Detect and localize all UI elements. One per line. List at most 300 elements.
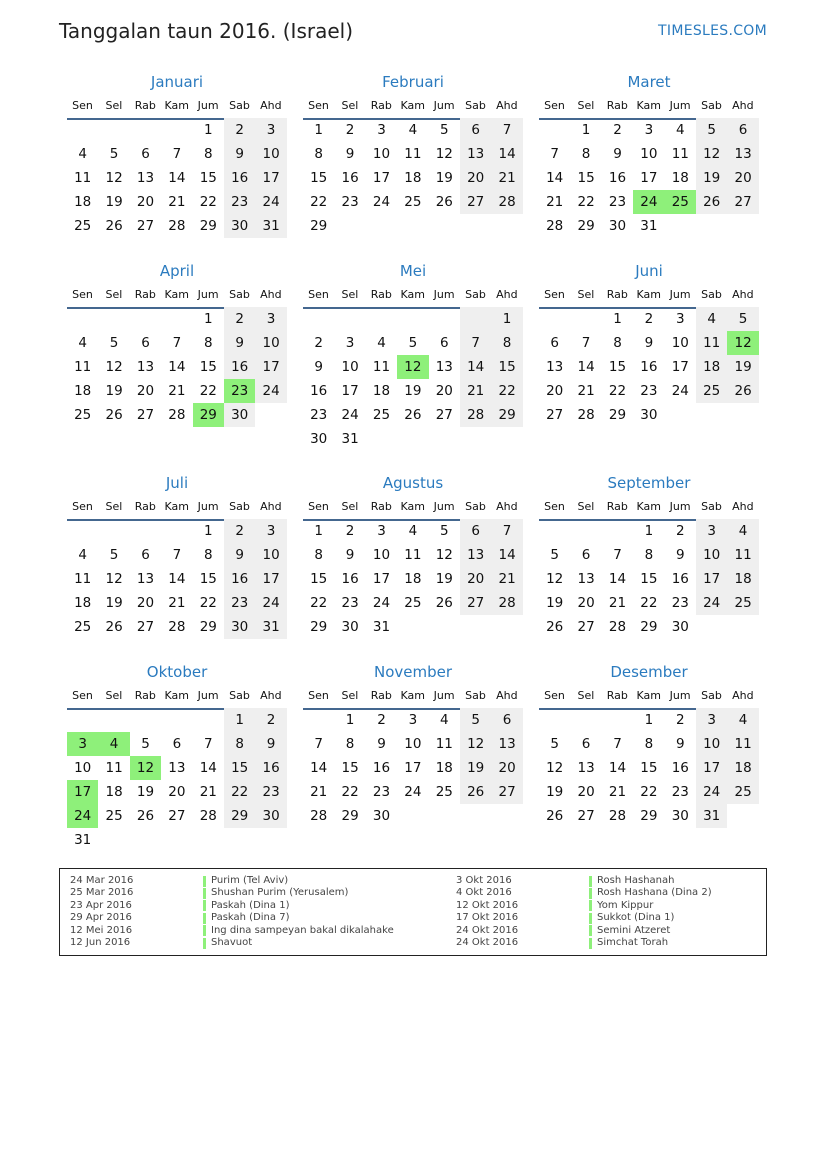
day-cell: 21 <box>577 383 595 399</box>
legend-holiday-name: Sukkot (Dina 1) <box>597 912 675 924</box>
day-cell: 22 <box>640 784 658 800</box>
day-cell: 29 <box>199 619 217 635</box>
brand-link[interactable]: TIMESLES.COM <box>658 23 767 39</box>
holiday-day: 12 <box>130 756 161 780</box>
day-cell: 26 <box>404 407 422 423</box>
day-cell: 26 <box>546 808 564 824</box>
day-cell: 25 <box>372 407 391 423</box>
weekday-label: Rab <box>606 689 628 702</box>
weekday-label: Sab <box>229 288 250 301</box>
month-name: Maret <box>627 73 671 91</box>
legend-color-bar <box>589 913 592 924</box>
day-cell: 14 <box>577 359 595 375</box>
weekday-label: Sab <box>701 99 722 112</box>
day-cell: 23 <box>310 407 328 423</box>
weekday-label: Sel <box>341 288 359 301</box>
day-cell: 25 <box>74 218 92 234</box>
weekday-label: Jum <box>433 288 455 301</box>
day-cell: 13 <box>577 571 595 587</box>
day-cell: 30 <box>310 431 328 447</box>
day-cell: 9 <box>644 335 654 351</box>
day-cell: 9 <box>613 146 622 162</box>
day-cell: 23 <box>224 591 255 615</box>
day-cell: 30 <box>224 615 255 639</box>
day-cell: 15 <box>310 170 328 186</box>
day-cell: 31 <box>255 615 286 639</box>
day-cell: 3 <box>377 523 386 539</box>
day-cell: 11 <box>727 732 758 756</box>
day-cell: 25 <box>404 194 422 210</box>
day-cell: 27 <box>577 619 595 635</box>
weekday-label: Jum <box>197 99 219 112</box>
day-cell: 23 <box>671 595 689 611</box>
day-cell: 7 <box>581 335 591 351</box>
day-cell: 16 <box>224 355 255 379</box>
legend-date: 23 Apr 2016 <box>70 899 132 911</box>
weekday-label: Ahd <box>260 99 282 112</box>
weekday-label: Ahd <box>260 689 282 702</box>
day-cell: 15 <box>491 355 522 379</box>
holiday-day: 24 <box>633 190 664 214</box>
day-cell: 14 <box>546 170 564 186</box>
day-cell: 26 <box>435 194 453 210</box>
day-cell: 6 <box>581 547 591 563</box>
day-cell: 14 <box>168 571 186 587</box>
day-cell: 6 <box>141 547 150 563</box>
day-cell: 2 <box>644 311 654 327</box>
legend-date: 29 Apr 2016 <box>70 912 132 924</box>
day-cell: 4 <box>408 523 418 539</box>
day-cell: 28 <box>608 808 627 824</box>
day-cell: 22 <box>199 194 217 210</box>
legend-date: 12 Mei 2016 <box>70 924 133 936</box>
day-cell: 10 <box>341 359 359 375</box>
weekday-label: Kam <box>636 689 661 702</box>
day-cell: 17 <box>255 166 286 190</box>
day-cell: 4 <box>408 122 418 138</box>
day-cell: 19 <box>546 595 564 611</box>
day-cell: 3 <box>255 118 286 142</box>
weekday-label: Sel <box>105 288 123 301</box>
day-cell: 6 <box>727 118 758 142</box>
day-cell: 28 <box>460 403 491 427</box>
day-cell: 19 <box>435 571 453 587</box>
legend-date: 4 Okt 2016 <box>456 887 512 899</box>
day-cell: 10 <box>696 543 727 567</box>
day-cell: 13 <box>168 760 186 776</box>
day-cell: 16 <box>671 760 689 776</box>
day-cell: 16 <box>255 756 286 780</box>
day-cell: 9 <box>675 547 685 563</box>
holiday-legend <box>59 868 767 956</box>
day-cell: 23 <box>372 784 391 800</box>
weekday-label: Sel <box>105 689 123 702</box>
day-cell: 12 <box>435 146 453 162</box>
day-cell: 11 <box>671 146 689 162</box>
day-cell: 22 <box>577 194 595 210</box>
day-cell: 4 <box>78 547 87 563</box>
day-cell: 26 <box>546 619 564 635</box>
day-cell: 22 <box>199 595 217 611</box>
day-cell: 10 <box>255 543 286 567</box>
day-cell: 29 <box>608 407 627 423</box>
weekday-label: Sen <box>308 288 329 301</box>
month-juli <box>67 474 287 664</box>
day-cell: 31 <box>341 431 359 447</box>
day-cell: 17 <box>696 756 727 780</box>
day-cell: 13 <box>136 359 155 375</box>
day-cell: 31 <box>696 804 727 828</box>
day-cell: 27 <box>136 218 155 234</box>
month-name: Februari <box>382 73 444 91</box>
day-cell: 12 <box>546 760 564 776</box>
day-cell: 14 <box>168 359 186 375</box>
day-cell: 6 <box>460 519 491 543</box>
day-cell: 11 <box>105 760 123 776</box>
day-cell: 15 <box>310 571 328 587</box>
day-cell: 18 <box>372 383 391 399</box>
month-april <box>67 262 287 452</box>
month-september <box>539 474 759 664</box>
day-cell: 1 <box>203 523 213 539</box>
day-cell: 21 <box>608 784 627 800</box>
day-cell: 14 <box>491 142 522 166</box>
day-cell: 4 <box>377 335 386 351</box>
day-cell: 21 <box>168 194 186 210</box>
day-cell: 25 <box>74 407 92 423</box>
day-cell: 6 <box>141 335 150 351</box>
day-cell: 11 <box>404 146 422 162</box>
day-cell: 5 <box>109 146 119 162</box>
day-cell: 1 <box>314 523 323 539</box>
day-cell: 27 <box>577 808 595 824</box>
day-cell: 18 <box>671 170 689 186</box>
day-cell: 23 <box>341 595 359 611</box>
day-cell: 20 <box>491 756 522 780</box>
weekday-label: Kam <box>400 689 425 702</box>
day-cell: 5 <box>141 736 150 752</box>
day-cell: 2 <box>675 523 685 539</box>
day-cell: 9 <box>224 331 255 355</box>
day-cell: 9 <box>255 732 286 756</box>
day-cell: 5 <box>550 736 559 752</box>
weekday-label: Jum <box>433 99 455 112</box>
day-cell: 20 <box>168 784 186 800</box>
legend-holiday-name: Semini Atzeret <box>597 924 671 936</box>
legend-date: 24 Okt 2016 <box>456 924 519 936</box>
weekday-label: Sab <box>465 500 486 513</box>
day-cell: 7 <box>314 736 323 752</box>
weekday-label: Jum <box>433 500 455 513</box>
day-cell: 7 <box>491 519 522 543</box>
day-cell: 24 <box>404 784 422 800</box>
legend-date: 12 Jun 2016 <box>70 937 131 948</box>
day-cell: 7 <box>613 547 622 563</box>
day-cell: 4 <box>439 712 449 728</box>
weekday-label: Sel <box>341 99 359 112</box>
day-cell: 14 <box>608 571 627 587</box>
legend-holiday-name: Rosh Hashana (Dina 2) <box>597 887 712 899</box>
day-cell: 12 <box>105 571 123 587</box>
day-cell: 4 <box>727 708 758 732</box>
day-cell: 2 <box>345 523 355 539</box>
day-cell: 25 <box>74 619 92 635</box>
day-cell: 24 <box>671 383 689 399</box>
day-cell: 28 <box>546 218 564 234</box>
day-cell: 20 <box>435 383 453 399</box>
day-cell: 24 <box>696 780 727 804</box>
weekday-label: Sel <box>577 500 595 513</box>
day-cell: 20 <box>460 166 491 190</box>
day-cell: 2 <box>345 122 355 138</box>
day-cell: 13 <box>460 142 491 166</box>
legend-holiday-name: Shushan Purim (Yerusalem) <box>211 887 349 899</box>
day-cell: 18 <box>404 170 422 186</box>
day-cell: 27 <box>460 591 491 615</box>
month-name: September <box>607 474 691 492</box>
day-cell: 26 <box>105 619 123 635</box>
holiday-day: 12 <box>727 331 758 355</box>
day-cell: 29 <box>577 218 595 234</box>
legend-color-bar <box>203 888 206 899</box>
day-cell: 11 <box>74 571 92 587</box>
day-cell: 15 <box>577 170 595 186</box>
day-cell: 5 <box>550 547 559 563</box>
weekday-label: Rab <box>370 500 392 513</box>
legend-color-bar <box>589 876 592 887</box>
day-cell: 24 <box>696 591 727 615</box>
legend-color-bar <box>203 876 206 887</box>
weekday-label: Sen <box>72 99 93 112</box>
month-name: Mei <box>399 262 427 280</box>
weekday-label: Sen <box>544 288 565 301</box>
weekday-label: Sen <box>308 99 329 112</box>
month-name: April <box>159 262 195 280</box>
weekday-label: Sab <box>701 500 722 513</box>
day-cell: 11 <box>727 543 758 567</box>
day-cell: 29 <box>310 218 328 234</box>
day-cell: 8 <box>203 146 213 162</box>
day-cell: 5 <box>727 307 758 331</box>
weekday-label: Jum <box>669 500 691 513</box>
day-cell: 19 <box>460 756 491 780</box>
month-november <box>303 663 523 853</box>
page-title: Tanggalan taun 2016. (Israel) <box>59 19 354 43</box>
day-cell: 27 <box>491 780 522 804</box>
day-cell: 27 <box>136 619 155 635</box>
day-cell: 1 <box>314 122 323 138</box>
day-cell: 25 <box>696 379 727 403</box>
day-cell: 27 <box>168 808 186 824</box>
holiday-day: 25 <box>665 190 696 214</box>
day-cell: 9 <box>224 142 255 166</box>
day-cell: 30 <box>671 808 689 824</box>
weekday-label: Sab <box>229 500 250 513</box>
day-cell: 13 <box>727 142 758 166</box>
holiday-day: 4 <box>98 732 129 756</box>
day-cell: 28 <box>310 808 328 824</box>
day-cell: 22 <box>491 379 522 403</box>
day-cell: 13 <box>136 571 155 587</box>
legend-color-bar <box>589 925 592 936</box>
day-cell: 17 <box>341 383 359 399</box>
weekday-label: Rab <box>134 288 156 301</box>
day-cell: 3 <box>345 335 355 351</box>
day-cell: 16 <box>671 571 689 587</box>
weekday-label: Sen <box>72 288 93 301</box>
day-cell: 11 <box>696 331 727 355</box>
weekday-label: Kam <box>164 500 189 513</box>
day-cell: 25 <box>727 591 758 615</box>
day-cell: 8 <box>203 335 213 351</box>
day-cell: 1 <box>203 122 213 138</box>
day-cell: 3 <box>255 307 286 331</box>
day-cell: 12 <box>105 359 123 375</box>
day-cell: 2 <box>314 335 323 351</box>
legend-color-bar <box>203 925 206 936</box>
legend-date: 24 Okt 2016 <box>456 937 519 948</box>
weekday-label: Rab <box>606 99 628 112</box>
day-cell: 29 <box>310 619 328 635</box>
day-cell: 13 <box>546 359 564 375</box>
day-cell: 22 <box>224 780 255 804</box>
day-cell: 5 <box>109 335 119 351</box>
day-cell: 7 <box>203 736 213 752</box>
weekday-label: Sel <box>105 99 123 112</box>
day-cell: 27 <box>727 190 758 214</box>
day-cell: 21 <box>310 784 328 800</box>
day-cell: 2 <box>224 118 255 142</box>
weekday-label: Sen <box>544 689 565 702</box>
weekend-shade <box>460 307 491 331</box>
day-cell: 10 <box>404 736 422 752</box>
weekday-label: Ahd <box>496 99 518 112</box>
day-cell: 28 <box>577 407 595 423</box>
day-cell: 10 <box>372 146 391 162</box>
day-cell: 3 <box>696 708 727 732</box>
day-cell: 20 <box>727 166 758 190</box>
day-cell: 4 <box>78 146 87 162</box>
day-cell: 20 <box>546 383 564 399</box>
weekday-label: Kam <box>636 288 661 301</box>
day-cell: 17 <box>671 359 689 375</box>
holiday-day: 24 <box>67 804 98 828</box>
legend-color-bar <box>203 913 206 924</box>
day-cell: 30 <box>671 619 689 635</box>
day-cell: 18 <box>696 355 727 379</box>
day-cell: 11 <box>74 170 92 186</box>
holiday-day: 29 <box>193 403 224 427</box>
day-cell: 24 <box>255 591 286 615</box>
weekday-label: Sab <box>465 689 486 702</box>
day-cell: 14 <box>310 760 328 776</box>
day-cell: 21 <box>546 194 564 210</box>
weekday-label: Sab <box>229 689 250 702</box>
day-cell: 13 <box>577 760 595 776</box>
day-cell: 29 <box>199 218 217 234</box>
day-cell: 29 <box>491 403 522 427</box>
day-cell: 29 <box>640 619 658 635</box>
day-cell: 28 <box>491 591 522 615</box>
day-cell: 13 <box>435 359 453 375</box>
day-cell: 5 <box>439 523 449 539</box>
weekday-label: Rab <box>134 689 156 702</box>
day-cell: 24 <box>372 194 391 210</box>
day-cell: 7 <box>172 547 182 563</box>
day-cell: 23 <box>341 194 359 210</box>
day-cell: 2 <box>224 519 255 543</box>
legend-color-bar <box>203 900 206 911</box>
legend-color-bar <box>589 888 592 899</box>
weekday-label: Sab <box>465 99 486 112</box>
day-cell: 22 <box>310 595 328 611</box>
day-cell: 15 <box>199 359 217 375</box>
weekday-label: Rab <box>370 288 392 301</box>
day-cell: 17 <box>255 567 286 591</box>
weekday-label: Sel <box>577 99 595 112</box>
day-cell: 16 <box>224 567 255 591</box>
weekday-label: Sen <box>308 500 329 513</box>
day-cell: 18 <box>74 595 92 611</box>
day-cell: 21 <box>460 379 491 403</box>
month-maret <box>539 73 759 263</box>
legend-date: 17 Okt 2016 <box>456 912 519 924</box>
day-cell: 30 <box>372 808 391 824</box>
weekday-label: Jum <box>669 99 691 112</box>
legend-holiday-name: Paskah (Dina 7) <box>211 912 290 924</box>
day-cell: 31 <box>255 214 286 238</box>
day-cell: 26 <box>105 218 123 234</box>
day-cell: 19 <box>105 194 123 210</box>
day-cell: 14 <box>608 760 627 776</box>
legend-holiday-name: Paskah (Dina 1) <box>211 899 290 911</box>
day-cell: 1 <box>644 523 654 539</box>
day-cell: 10 <box>671 335 689 351</box>
weekday-label: Sen <box>72 689 93 702</box>
day-cell: 9 <box>224 543 255 567</box>
day-cell: 17 <box>640 170 658 186</box>
weekday-label: Rab <box>606 500 628 513</box>
day-cell: 17 <box>372 571 391 587</box>
day-cell: 30 <box>224 214 255 238</box>
day-cell: 12 <box>435 547 453 563</box>
day-cell: 7 <box>550 146 559 162</box>
weekday-label: Rab <box>134 500 156 513</box>
day-cell: 4 <box>675 122 685 138</box>
weekday-label: Sen <box>544 500 565 513</box>
day-cell: 23 <box>608 194 627 210</box>
day-cell: 24 <box>255 379 286 403</box>
day-cell: 23 <box>640 383 658 399</box>
day-cell: 15 <box>224 756 255 780</box>
day-cell: 17 <box>255 355 286 379</box>
day-cell: 8 <box>314 146 323 162</box>
legend-date: 25 Mar 2016 <box>70 887 134 899</box>
day-cell: 20 <box>577 595 595 611</box>
day-cell: 7 <box>613 736 622 752</box>
weekday-label: Sab <box>465 288 486 301</box>
day-cell: 26 <box>435 595 453 611</box>
day-cell: 14 <box>491 543 522 567</box>
holiday-day: 3 <box>67 732 98 756</box>
day-cell: 10 <box>255 142 286 166</box>
day-cell: 3 <box>408 712 418 728</box>
day-cell: 20 <box>577 784 595 800</box>
weekday-label: Rab <box>606 288 628 301</box>
day-cell: 15 <box>199 571 217 587</box>
day-cell: 6 <box>491 708 522 732</box>
day-cell: 8 <box>491 331 522 355</box>
